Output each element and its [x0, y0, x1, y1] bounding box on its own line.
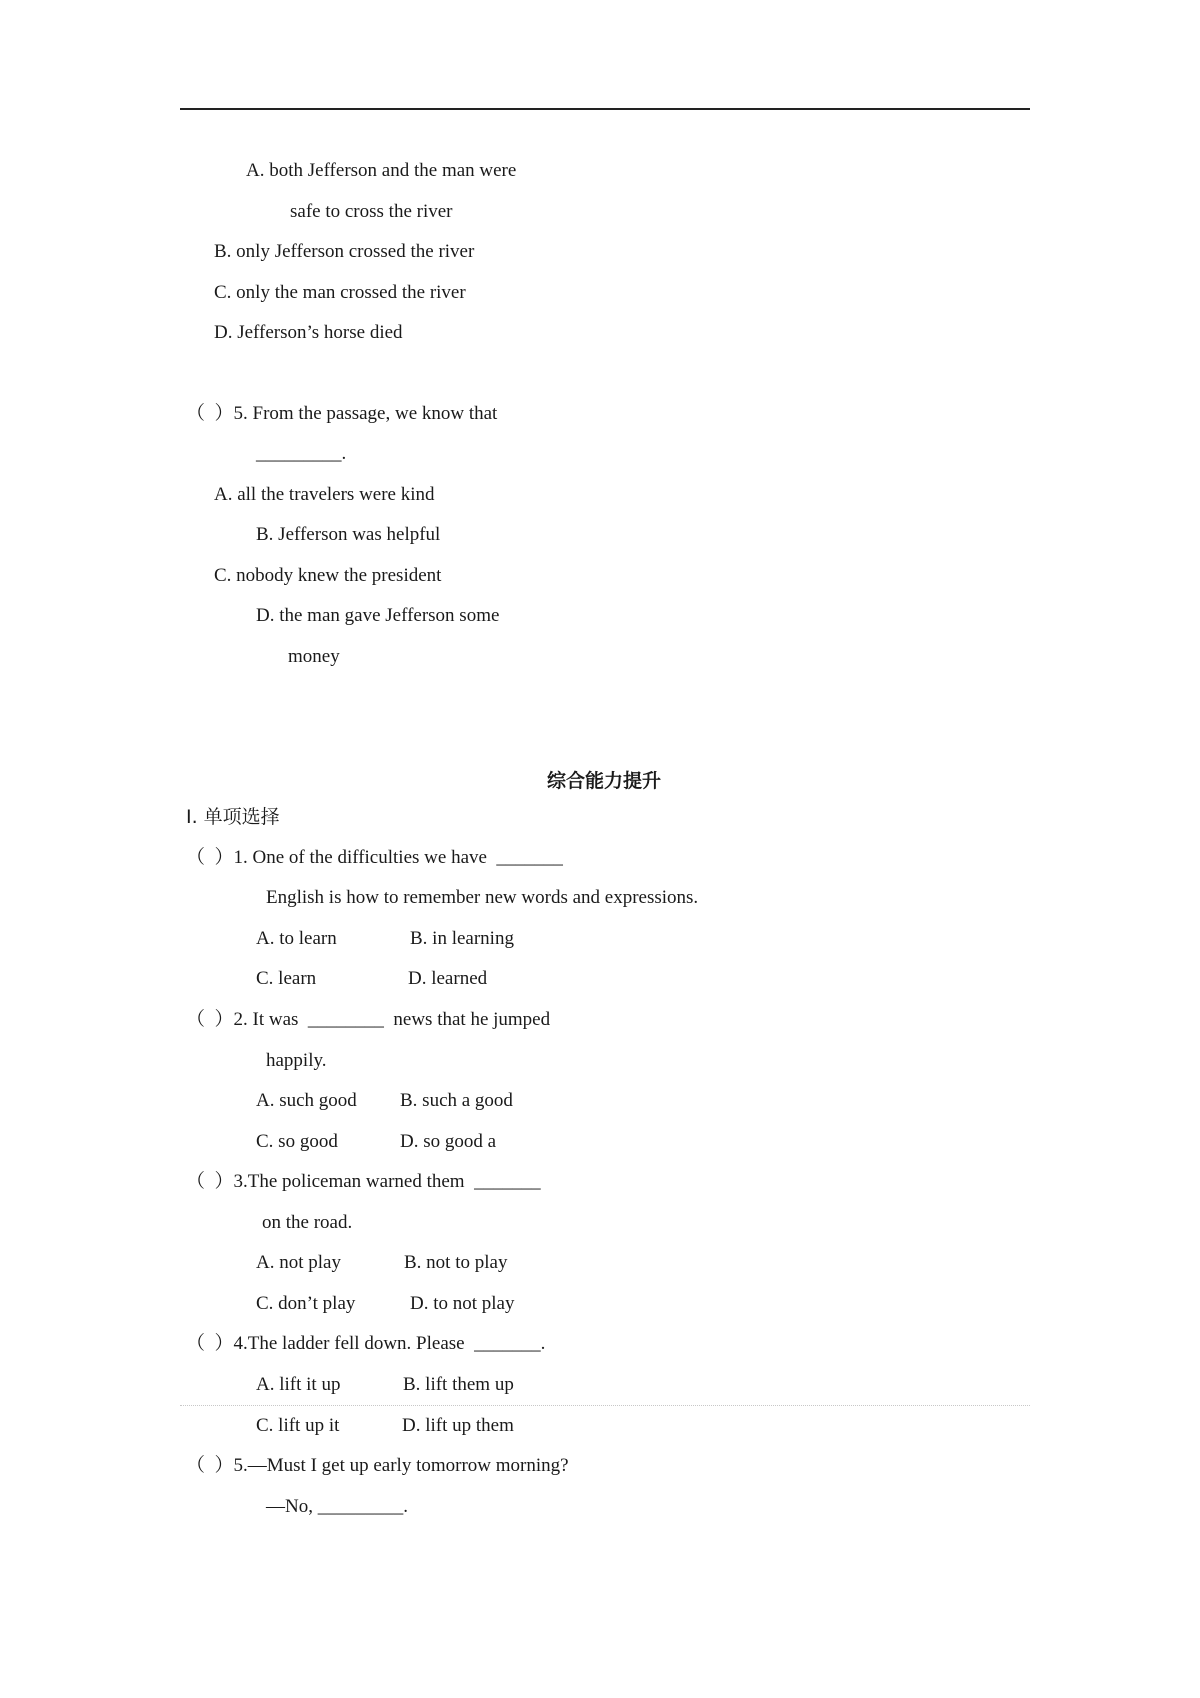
q4-option-d: D. Jefferson’s horse died — [214, 322, 403, 343]
q2-stem-line2: happily. — [266, 1050, 327, 1071]
q4-option-a-line1: A. both Jefferson and the man were — [246, 160, 517, 181]
q1-option-d: D. learned — [408, 968, 488, 989]
reading-q5-stem-line1: （ ）5. From the passage, we know that — [186, 403, 498, 424]
reading-q5-blank: _________. — [256, 443, 347, 464]
q2-option-c: C. so good — [256, 1131, 338, 1152]
q4-option-a: A. lift it up — [256, 1374, 341, 1395]
q5-stem-line1: （ ）5.—Must I get up early tomorrow morning? — [186, 1455, 569, 1476]
q1-option-c: C. learn — [256, 968, 317, 989]
q3-option-b: B. not to play — [404, 1252, 508, 1273]
q2-option-b: B. such a good — [400, 1090, 513, 1111]
reading-q5-option-a: A. all the travelers were kind — [214, 484, 435, 505]
reading-q5-option-c: C. nobody knew the president — [214, 565, 442, 586]
q1-option-b: B. in learning — [410, 928, 514, 949]
q4-option-c: C. lift up it — [256, 1415, 340, 1436]
dotted-divider — [180, 1405, 1030, 1406]
reading-q5-option-d-line2: money — [288, 646, 340, 667]
header-rule — [180, 108, 1030, 110]
part-heading: Ⅰ. 单项选择 — [186, 806, 280, 828]
q1-stem-line1: （ ）1. One of the difficulties we have _______ — [186, 847, 563, 868]
q4-option-c: C. only the man crossed the river — [214, 282, 466, 303]
section-title: 综合能力提升 — [546, 770, 661, 792]
q1-option-a: A. to learn — [256, 928, 337, 949]
q4-option-a-line2: safe to cross the river — [290, 201, 453, 222]
q3-option-d: D. to not play — [410, 1293, 515, 1314]
q1-stem-line2: English is how to remember new words and expressions. — [266, 887, 699, 908]
q4-option-b: B. lift them up — [403, 1374, 514, 1395]
q3-stem-line1: （ ）3.The policeman warned them _______ — [186, 1171, 541, 1192]
q4-option-b: B. only Jefferson crossed the river — [214, 241, 475, 262]
q2-stem-line1: （ ）2. It was ________ news that he jumped — [186, 1009, 551, 1030]
q2-option-d: D. so good a — [400, 1131, 497, 1152]
q3-option-c: C. don’t play — [256, 1293, 356, 1314]
q4-option-d: D. lift up them — [402, 1415, 514, 1436]
q3-option-a: A. not play — [256, 1252, 341, 1273]
reading-q5-option-b: B. Jefferson was helpful — [256, 524, 441, 545]
q2-option-a: A. such good — [256, 1090, 357, 1111]
q5-stem-line2: —No, _________. — [266, 1496, 408, 1517]
q4-stem-line1: （ ）4.The ladder fell down. Please _______. — [186, 1333, 546, 1354]
q3-stem-line2: on the road. — [262, 1212, 353, 1233]
reading-q5-option-d-line1: D. the man gave Jefferson some — [256, 605, 500, 626]
